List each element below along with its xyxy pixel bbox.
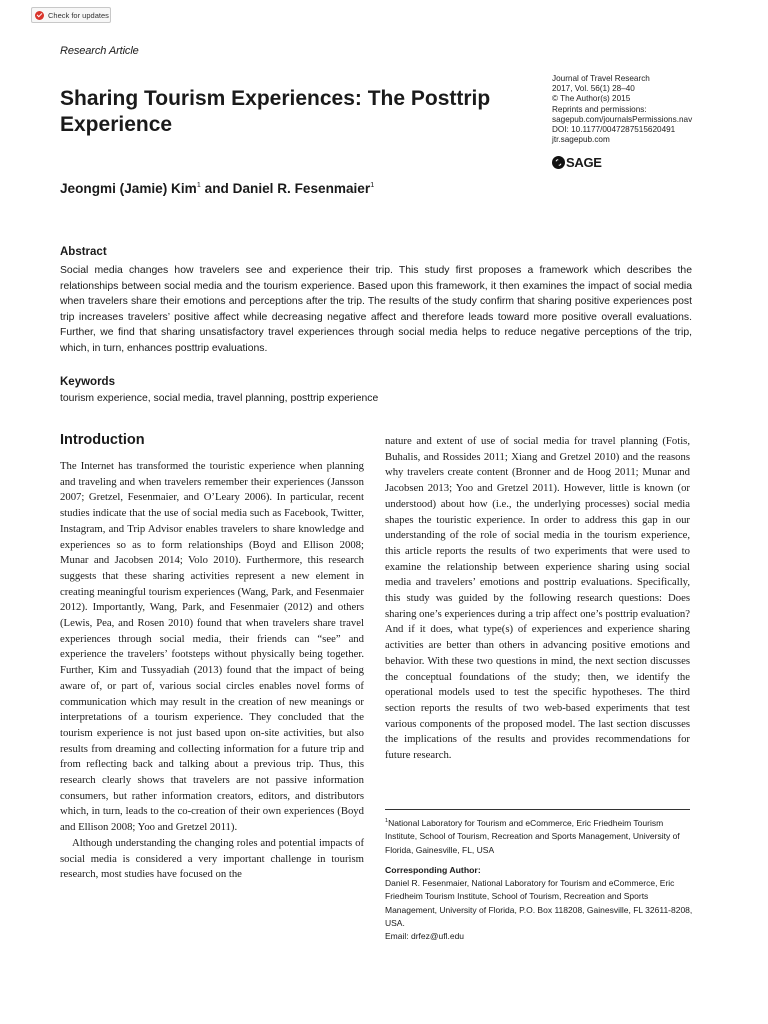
publisher-name: SAGE (566, 155, 602, 170)
affiliation-mark: 1 (196, 180, 201, 189)
body-column-left (60, 459, 364, 883)
doi[interactable]: DOI: 10.1177/0047287515620491 (552, 125, 676, 135)
journal-info (552, 74, 752, 145)
journal-volume: 2017, Vol. 56(1) 28–40 (552, 84, 635, 94)
keywords-heading: Keywords (60, 376, 115, 388)
body-paragraph: Although understanding the changing roles and potential impacts of social media is considered a very important challenge in tourism research, most studies have focused on the (60, 836, 364, 881)
copyright: © The Author(s) 2015 (552, 94, 631, 104)
reprints-label: Reprints and permissions: (552, 104, 647, 114)
corresponding-author-text: Daniel R. Fesenmaier, National Laboratory for Tourism and eCommerce, Eric Friedheim Tourism Institute, School of Tourism, Recreation and Sports Management, University of Florida, P.O. Box 118208, Gainesville, FL 32611-8208, USA. (385, 878, 693, 929)
author-separator: and (200, 181, 233, 196)
journal-name: Journal of Travel Research (552, 74, 650, 83)
check-for-updates-label: Check for updates (48, 10, 109, 20)
author-name[interactable]: Jeongmi (Jamie) Kim (60, 181, 197, 196)
authors (60, 180, 374, 196)
sage-logo (552, 155, 602, 170)
permissions-link[interactable]: sagepub.com/journalsPermissions.nav (552, 114, 693, 124)
affiliation-mark: 1 (370, 180, 375, 189)
footnotes (385, 815, 695, 944)
journal-url[interactable]: jtr.sagepub.com (552, 135, 610, 145)
introduction-heading: Introduction (60, 432, 145, 448)
abstract-heading: Abstract (60, 246, 107, 258)
keywords-text: tourism experience, social media, travel planning, posttrip experience (60, 393, 379, 404)
abstract-text: Social media changes how travelers see and experience their trip. This study first proposes a framework which describes the relationships between social media and the tourism experience. Based upon this framework, it then examines the impact of social media when travelers share their emotions and perceptions after the trip. The results of the study confirm that sharing positive experiences post trip increases travelers’ positive affect while decreasing negative affect and therefore leads toward more positive overall evaluations. Further, we find that sharing unsatisfactory travel experiences through social media helps to reduce negative perceptions of the trip, which, in turn, enhances posttrip evaluations. (60, 265, 692, 354)
footnote-divider (385, 809, 690, 810)
affiliation-note (385, 815, 695, 857)
check-icon (35, 11, 44, 20)
author-name[interactable]: Daniel R. Fesenmaier (232, 181, 371, 196)
body-paragraph: The Internet has transformed the touristic experience when planning and traveling and when travelers remember their experiences (Jansson 2007; Gretzel, Fesenmaier, and O’Leary 2006). In particular, recent studies indicate that the use of social media such as Facebook, Twitter, Instagram, and Trip Advisor enables travelers to share knowledge and experiences so as to form relationships (Boyd and Ellison 2008; Munar and Jacobsen 2014; Volo 2010). Furthermore, this research suggests that these sharing activities represent a new element in creating meaningful tourism experiences (Wang, Park, and Fesenmaier 2012). Importantly, Wang, Park, and Fesenmaier (2012) and others (Lewis, Pea, and Rosen 2010) found that when travelers share travel experiences through social media, their friends can “see” and experience the travelers’ footsteps without physically being together. Further, Kim and Tussyadiah (2013) found that the impact of being aware of, or part of, various social circles enables novel forms of communication which may result in the creation of new meanings or interpretations of a tourism experience. They concluded that the tourism experience is not just based upon on-site activities, but also results from dreaming and collecting information for a future trip and from reflecting back and talking about a previous trip. Thus, this research clearly shows that travelers are not passive information consumers, but rather information creators, editors, and distributors which, in turn, leads to the co-creation of their own experiences (Boyd and Ellison 2008; Yoo and Gretzel 2011). (60, 460, 364, 834)
body-paragraph: nature and extent of use of social media for travel planning (Fotis, Buhalis, and Rossides 2011; Xiang and Gretzel 2010) and the reasons why travelers create content (Bronner and de Hoog 2011; Munar and Jacobsen 2013; Yoo and Gretzel 2011). However, little is known (or understood) about how (i.e., the underlying processes) social media shapes the touristic experience. In order to address this gap in our understanding of the role of social media in the tourism experience, this article reports the results of two experiments that were used to examine the relationship between experience sharing using social media and travelers’ emotions and posttrip evaluations. Specifically, this study was guided by the following research questions: Does sharing one’s experiences during a trip affect one’s posttrip evaluation? And if it does, what type(s) of experiences and experience sharing activities are better than others in advancing positive emotions and behavior. With these two questions in mind, the next section discusses the conceptual foundations of the study; then, we identify the operational models used to test the specific hypotheses. The third section reports the results of two web-based experiments that test various components of the proposed model. The last section discusses the implications of the results and provides recommendations for future research. (385, 435, 690, 762)
body-column-right (385, 434, 690, 764)
affiliation-mark: 1 (385, 818, 389, 824)
affiliation-text: National Laboratory for Tourism and eCommerce, Eric Friedheim Tourism Institute, School of Tourism, Recreation and Sports Management, University of Florida, Gainesville, FL, USA (385, 818, 680, 855)
article-title: Sharing Tourism Experiences: The Posttrip Experience (60, 87, 491, 136)
sage-logo-icon (552, 156, 565, 169)
article-type: Research Article (60, 45, 139, 57)
corresponding-author-heading: Corresponding Author: (385, 864, 481, 875)
corresponding-email[interactable]: Email: drfez@ufl.edu (385, 931, 465, 942)
check-for-updates-badge[interactable] (31, 7, 111, 23)
